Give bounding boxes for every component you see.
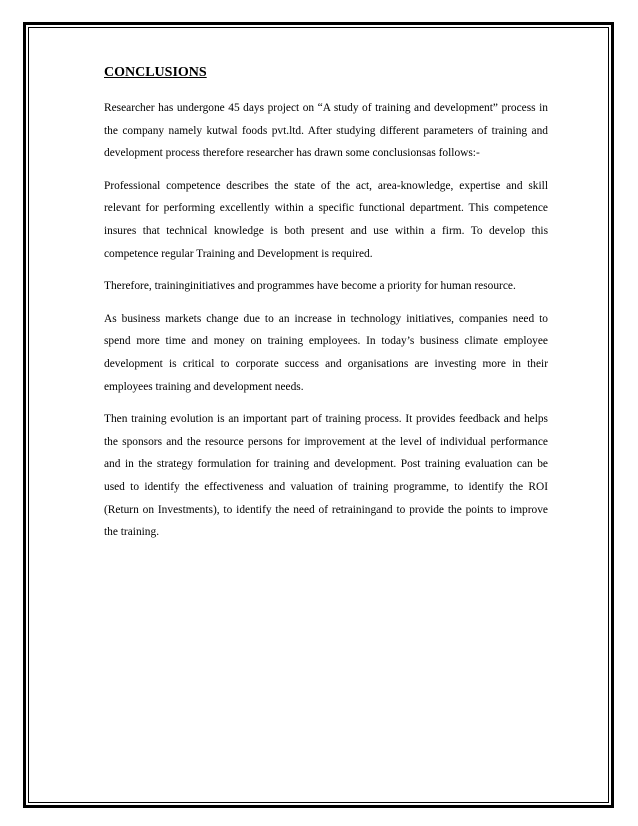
paragraph-professional-competence: Professional competence describes the state of the act, area-knowledge, expertise and skill relevant for performing excellently within a specific functional department. This competence insures that technical knowledge is both present and use within a firm. To develop this competence regular Training and Development is required. bbox=[104, 179, 548, 260]
document-body bbox=[104, 62, 548, 554]
paragraph-training-evaluation: Then training evolution is an important part of training process. It provides feedback and helps the sponsors and the resource persons for improvement at the level of individual performance and in the strategy formulation for training and development. Post training evaluation can be used to identify the effectiveness and valuation of training programme, to identify the ROI (Return on Investments), to identify the need of retrainingand to provide the points to improve the training. bbox=[104, 413, 548, 539]
paragraph-training-priority: Therefore, traininginitiatives and programmes have become a priority for human resource. bbox=[104, 280, 516, 293]
paragraph-business-markets: As business markets change due to an increase in technology initiatives, companies need to spend more time and money on training employees. In today’s business climate employee development is critical to corporate success and organisations are investing more in their employees training and development needs. bbox=[104, 312, 548, 393]
page-title: CONCLUSIONS bbox=[104, 65, 207, 80]
paragraph-intro: Researcher has undergone 45 days project on “A study of training and development” process in the company namely kutwal foods pvt.ltd. After studying different parameters of training and development process therefore researcher has drawn some conclusionsas follows:- bbox=[104, 102, 548, 160]
